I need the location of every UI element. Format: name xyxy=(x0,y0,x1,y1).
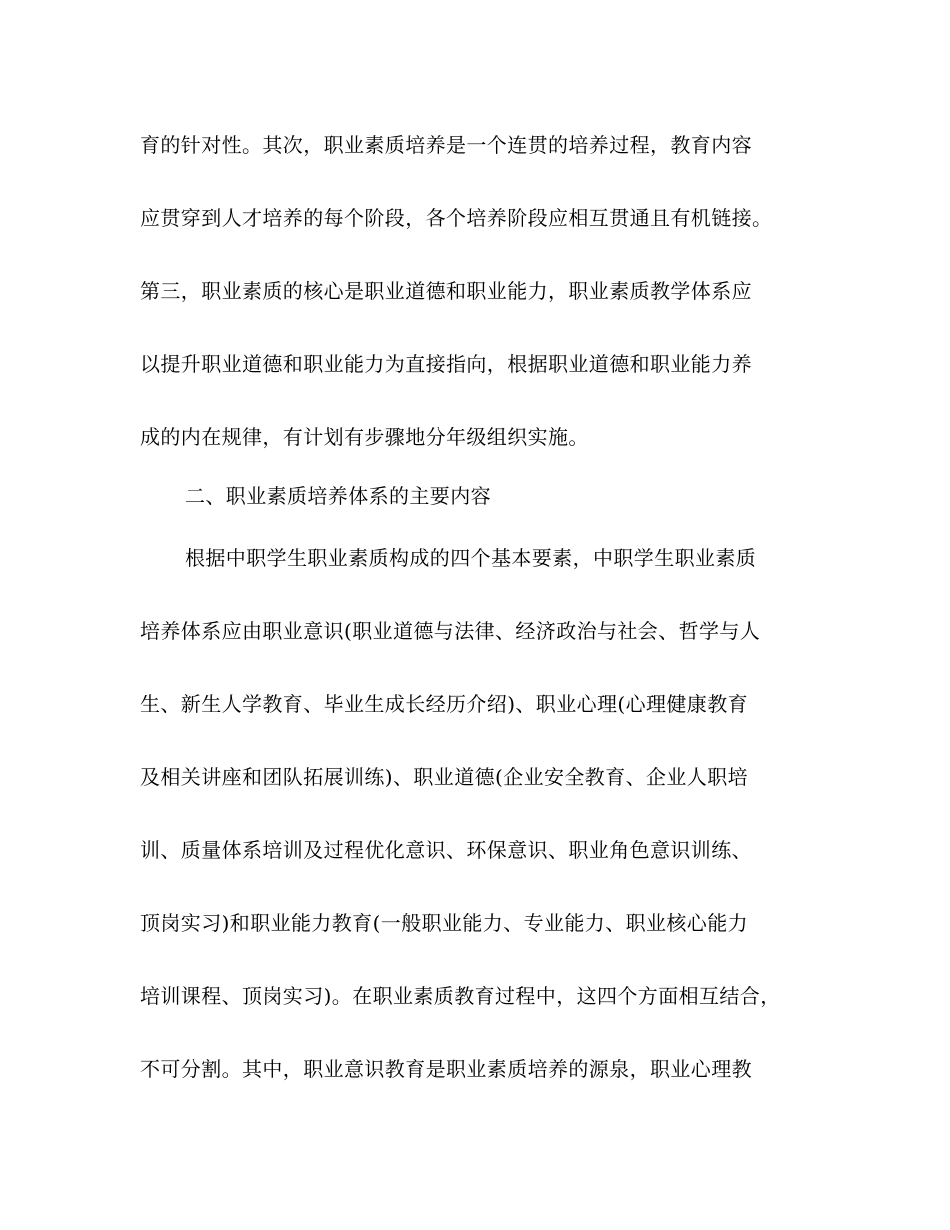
section-heading: 二、职业素质培养体系的主要内容 xyxy=(185,484,491,508)
paragraph-line: 及相关讲座和团队拓展训练)、职业道德(企业安全教育、企业人职培 xyxy=(140,765,749,789)
paragraph-line: 培训课程、顶岗实习)。在职业素质教育过程中，这四个方面相互结合， xyxy=(140,984,781,1008)
paragraph-line: 不可分割。其中，职业意识教育是职业素质培养的源泉，职业心理教 xyxy=(140,1057,752,1081)
paragraph-line: 生、新生人学教育、毕业生成长经历介绍)、职业心理(心理健康教育 xyxy=(140,692,749,716)
paragraph-line: 训、质量体系培训及过程优化意识、环保意识、职业角色意识训练、 xyxy=(140,838,752,862)
paragraph-line: 应贯穿到人才培养的每个阶段，各个培养阶段应相互贯通且有机链接。 xyxy=(140,206,773,230)
paragraph-line: 顶岗实习)和职业能力教育(一般职业能力、专业能力、职业核心能力 xyxy=(140,911,749,935)
paragraph-line: 育的针对性。其次，职业素质培养是一个连贯的培养过程，教育内容 xyxy=(140,133,752,157)
paragraph-line: 以提升职业道德和职业能力为直接指向，根据职业道德和职业能力养 xyxy=(140,352,752,376)
paragraph-line: 成的内在规律，有计划有步骤地分年级组织实施。 xyxy=(140,425,589,449)
paragraph-line: 培养体系应由职业意识(职业道德与法律、经济政治与社会、哲学与人 xyxy=(140,619,761,643)
paragraph-line: 根据中职学生职业素质构成的四个基本要素，中职学生职业素质 xyxy=(185,546,757,570)
paragraph-line: 第三，职业素质的核心是职业道德和职业能力，职业素质教学体系应 xyxy=(140,279,752,303)
